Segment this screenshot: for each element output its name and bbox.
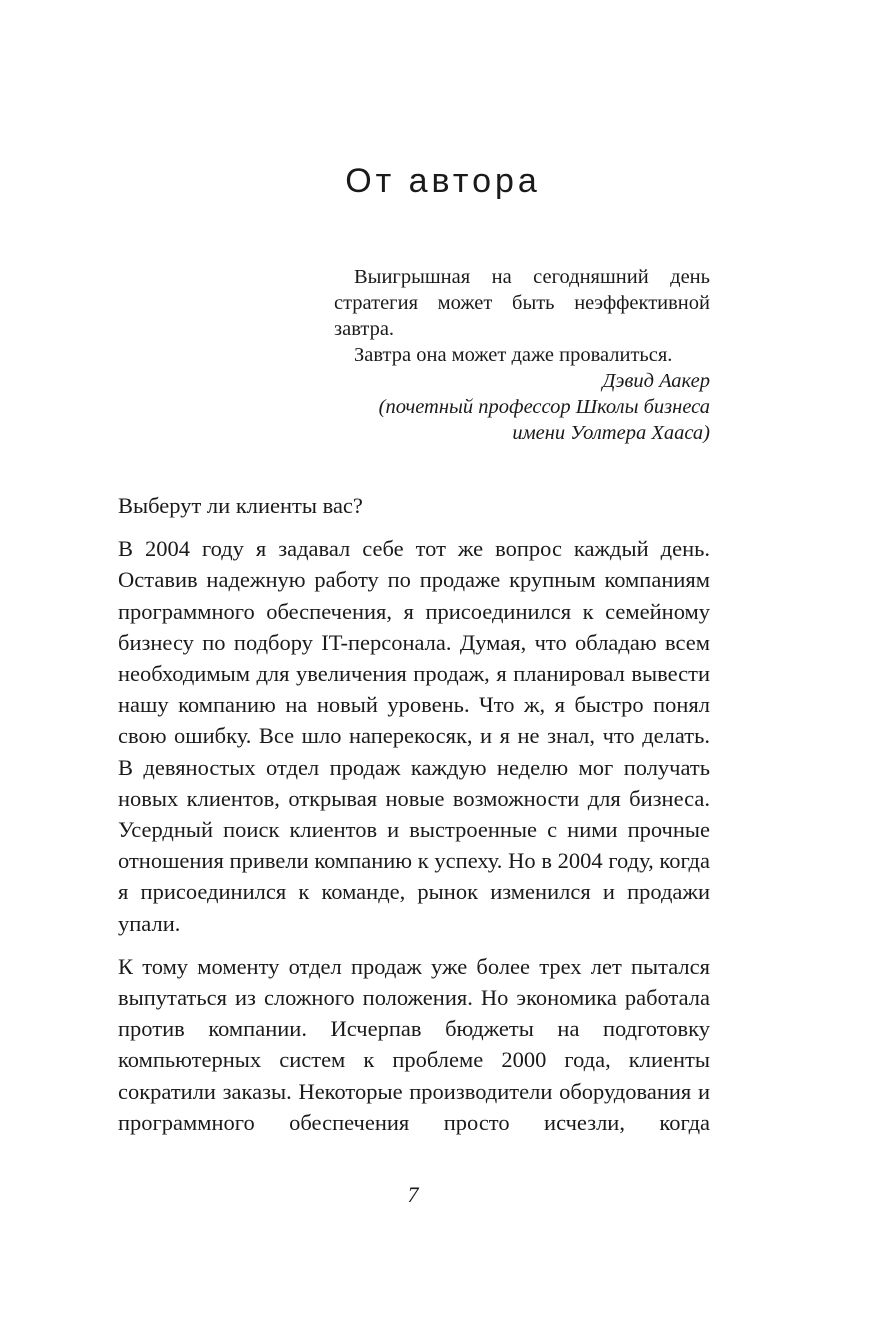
epigraph-author-role-1: (почетный профессор Школы бизнеса: [378, 396, 710, 418]
epigraph: [334, 264, 710, 446]
paragraph-2004: В 2004 году я задавал себе тот же вопрос каждый день. Оставив надежную работу по продаже крупным компаниям программного обеспечения, я присоединился к семейному бизнесу по подбору IT-персонала. Думая, что обладаю всем необходимым для увеличения продаж, я планировал вывести нашу компанию на новый уровень. Что ж, я быстро понял свою ошибку. Все шло наперекосяк, и я не знал, что делать. В девяностых отдел продаж каждую неделю мог получать новых клиентов, открывая новые возможности для бизнеса. Усердный поиск клиентов и выстроенные с ними прочные отношения привели компанию к успеху. Но в 2004 году, когда я присоединился к команде, рынок изменился и продажи упали.: [118, 536, 710, 936]
body-text: [118, 490, 710, 1150]
epigraph-text-2: Завтра она может даже провалиться.: [354, 344, 673, 366]
epigraph-author-role-2: имени Уолтера Хааса): [512, 422, 710, 444]
page-number: 7: [407, 1182, 419, 1207]
epigraph-text-1: Выигрышная на сегодняшний день стратегия может быть неэффективной завтра.: [334, 266, 710, 340]
chapter-title: От автора: [345, 162, 541, 200]
paragraph-sales-department: К тому моменту отдел продаж уже более трех лет пытался выпутаться из сложного положения. Но экономика работала против компании. Исчерпав бюджеты на подготовку компьютерных систем к проблеме 2000 года, клиенты сократили заказы. Некоторые производители оборудования и программного обеспечения просто исчезли, когда: [118, 953, 710, 1135]
epigraph-author: Дэвид Аакер: [602, 370, 710, 392]
paragraph-question: Выберут ли клиенты вас?: [118, 493, 363, 518]
